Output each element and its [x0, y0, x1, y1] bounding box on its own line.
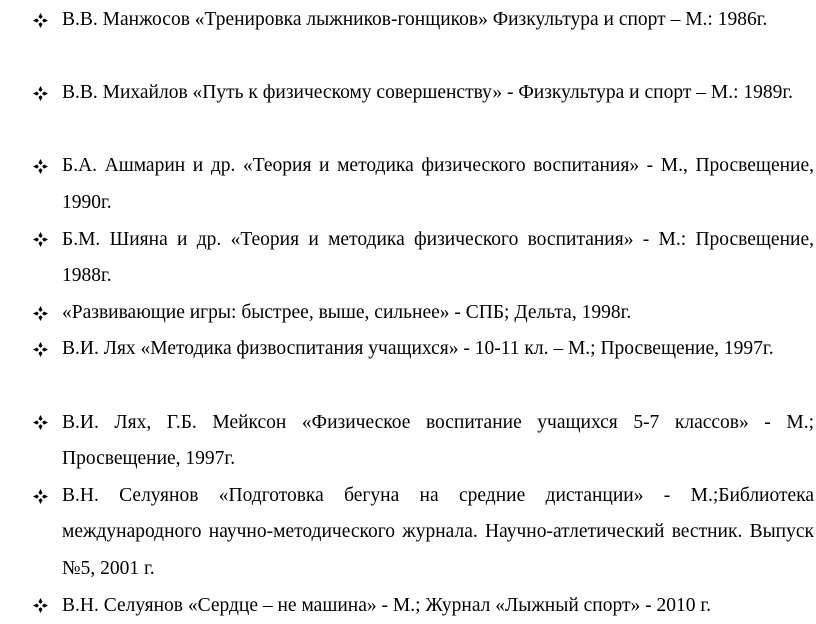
list-item [30, 222, 814, 295]
reference-text: Б.М. Шияна и др. «Теория и методика физического воспитания» - М.: Просвещение, 1988г. [62, 228, 814, 287]
list-item [30, 295, 814, 332]
reference-text: В.В. Манжосов «Тренировка лыжников-гонщиков» Физкультура и спорт – М.: 1986г. [62, 9, 768, 30]
list-item [30, 588, 814, 624]
diamond-bullet-icon [30, 588, 50, 624]
list-item [30, 148, 814, 221]
list-item [30, 331, 814, 404]
diamond-bullet-icon [30, 148, 50, 185]
diamond-bullet-icon [30, 295, 50, 332]
list-item [30, 478, 814, 588]
reference-text: В.Н. Селуянов «Сердце – не машина» - М.; Журнал «Лыжный спорт» - 2010 г. [62, 594, 712, 616]
diamond-bullet-icon [30, 478, 50, 515]
diamond-bullet-icon [30, 222, 50, 259]
reference-text: В.И. Лях, Г.Б. Мейксон «Физическое воспитание учащихся 5-7 классов» - М.; Просвещение, 1997г. [62, 411, 814, 470]
diamond-bullet-icon [30, 75, 50, 112]
reference-text: В.И. Лях «Методика физвоспитания учащихся» - 10-11 кл. – М.; Просвещение, 1997г. [62, 338, 774, 360]
reference-text: В.Н. Селуянов «Подготовка бегуна на средние дистанции» - М.;Библиотека международного научно-методического журнала. Научно-атлетический вестник. Выпуск №5, 2001 г. [62, 484, 814, 579]
diamond-bullet-icon [30, 2, 50, 39]
reference-text: «Развивающие игры: быстрее, выше, сильнее» - СПБ; Дельта, 1998г. [62, 301, 632, 323]
diamond-bullet-icon [30, 331, 50, 368]
reference-list [30, 2, 814, 624]
diamond-bullet-icon [30, 405, 50, 442]
list-item [30, 2, 814, 75]
list-item [30, 405, 814, 478]
reference-text: В.В. Михайлов «Путь к физическому совершенству» - Физкультура и спорт – М.: 1989г. [62, 82, 794, 104]
list-item [30, 75, 814, 148]
reference-text: Б.А. Ашмарин и др. «Теория и методика физического воспитания» - М., Просвещение, 1990г. [62, 155, 814, 213]
